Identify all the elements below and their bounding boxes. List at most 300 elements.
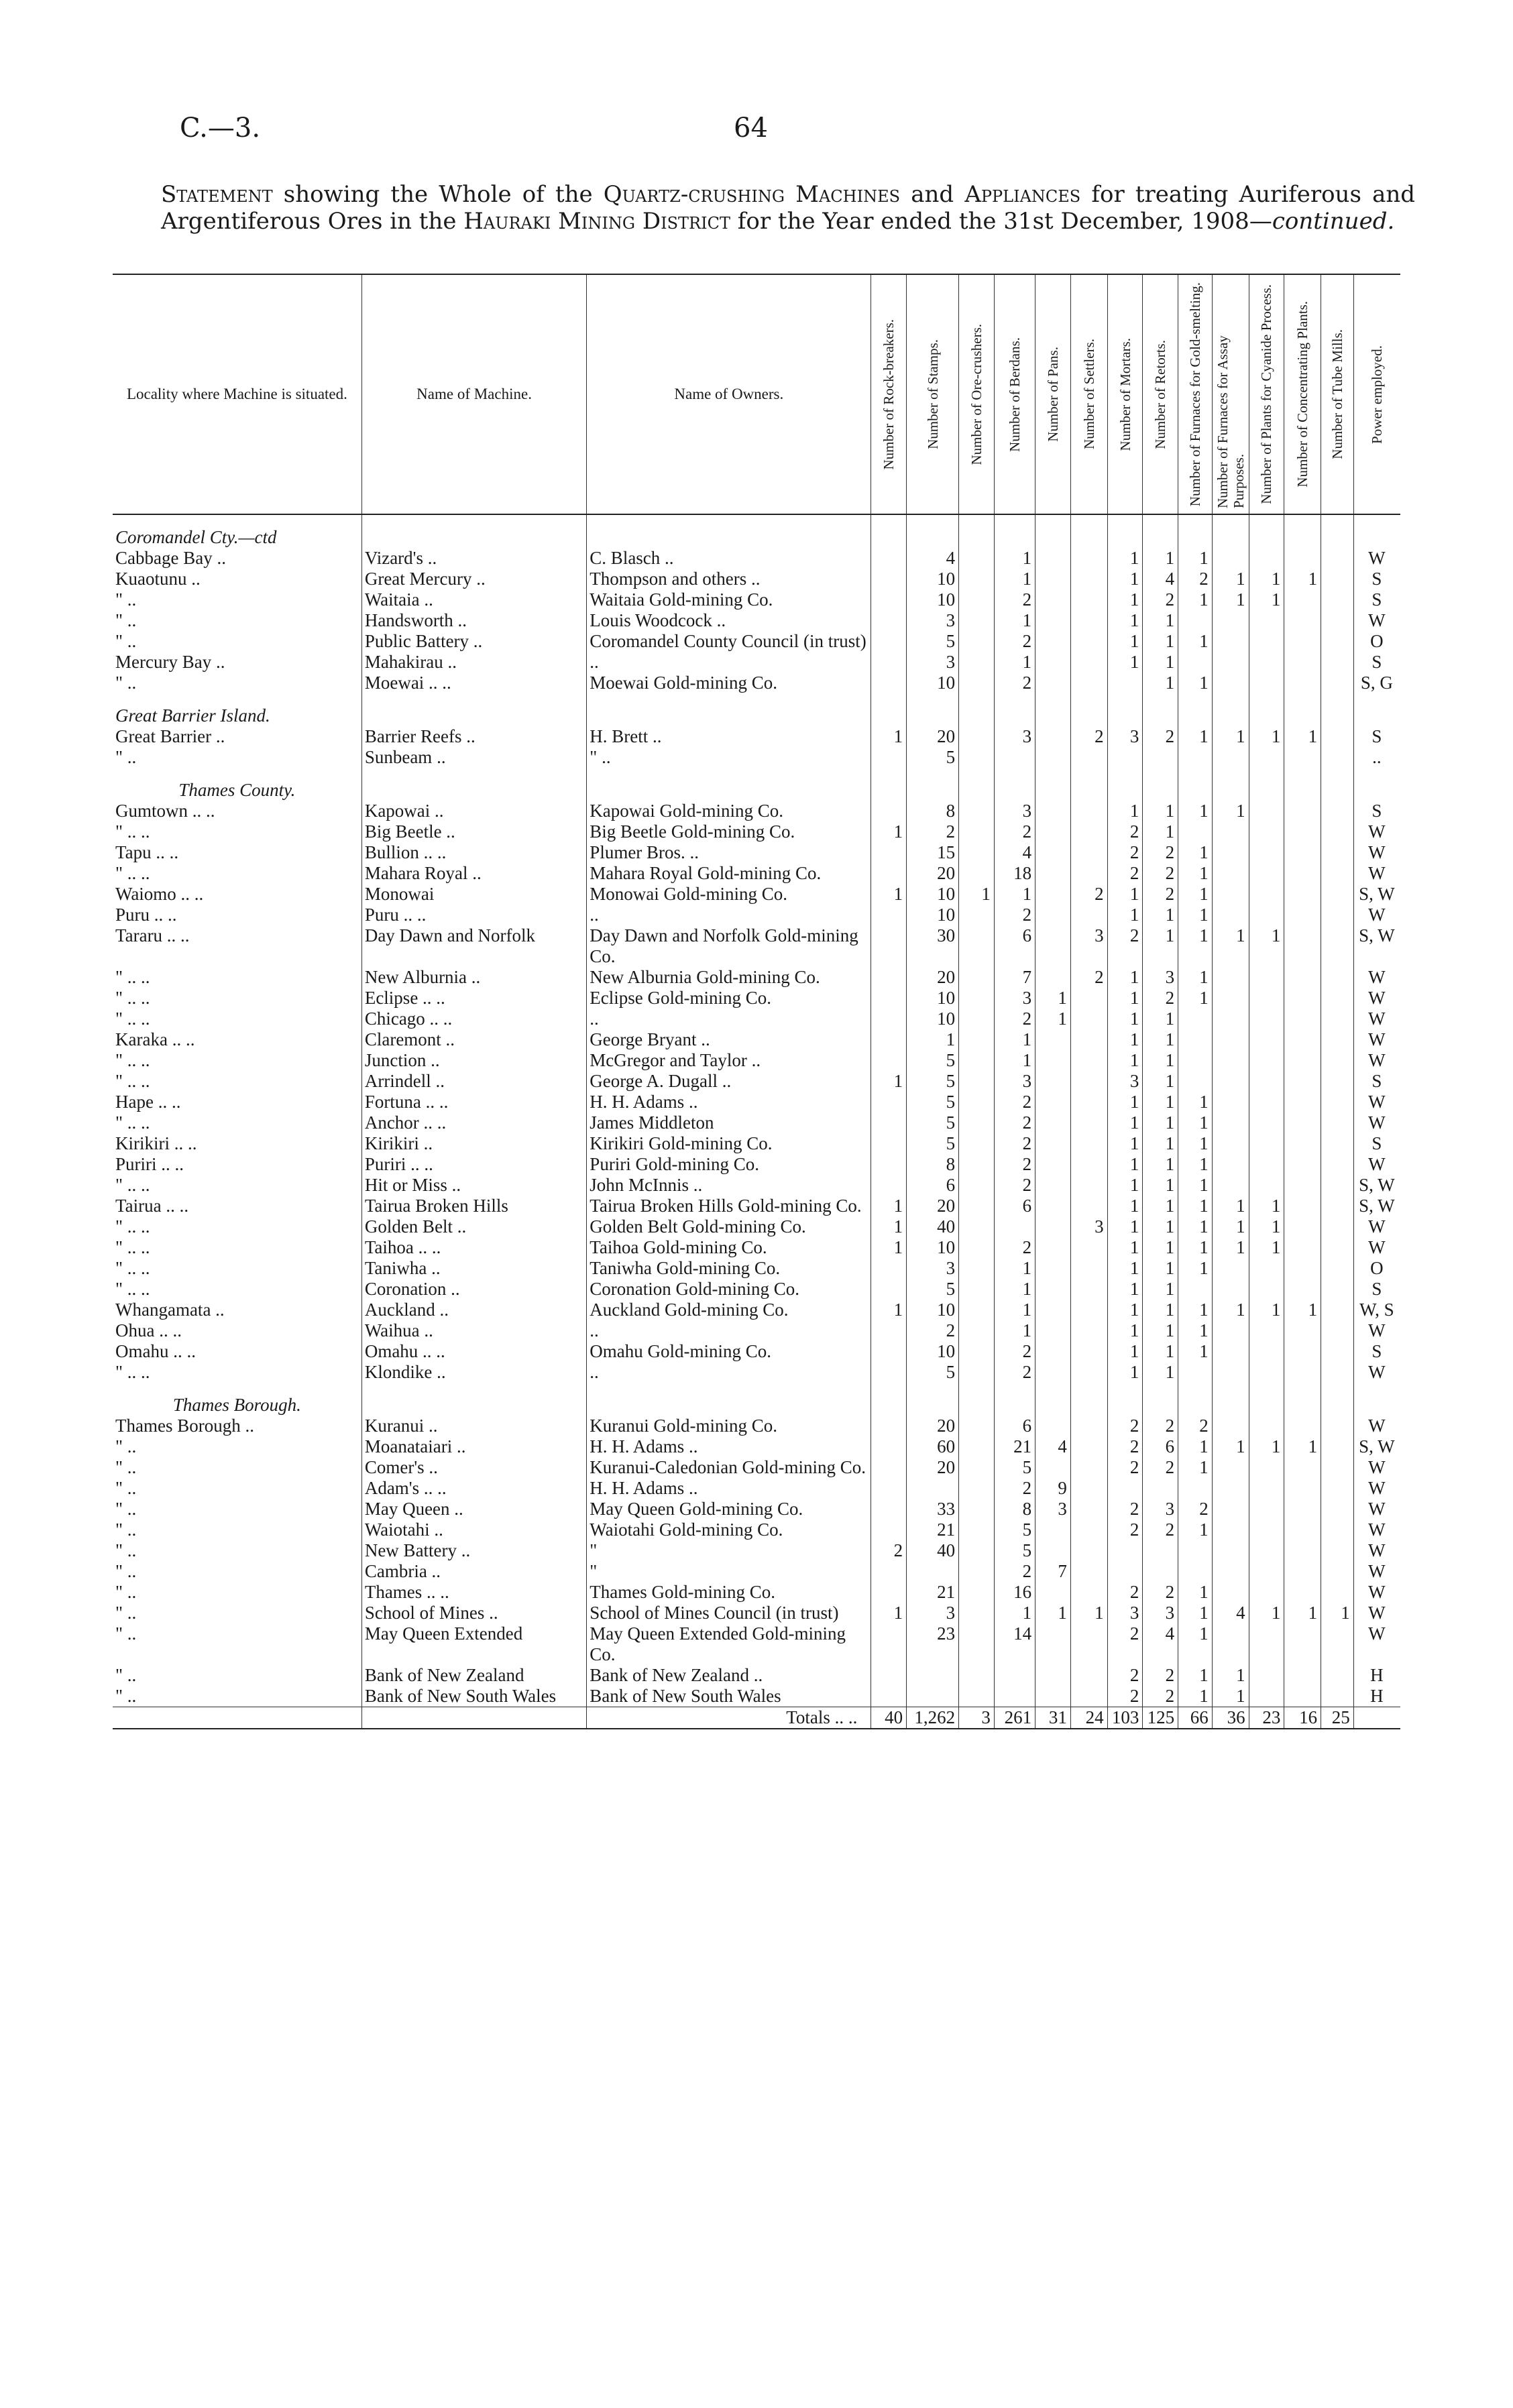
count-cell: 20 bbox=[907, 967, 959, 988]
count-cell bbox=[1284, 1071, 1321, 1092]
count-cell bbox=[1070, 1540, 1107, 1561]
count-cell: 1 bbox=[1143, 652, 1178, 673]
count-cell: 1 bbox=[1249, 569, 1284, 589]
table-cell bbox=[1249, 693, 1284, 726]
report-reference: C.—3. bbox=[180, 113, 261, 144]
count-cell bbox=[1035, 1520, 1071, 1540]
count-cell bbox=[1249, 1029, 1284, 1050]
locality-cell: " .. .. bbox=[115, 1362, 150, 1382]
count-cell bbox=[959, 1416, 995, 1436]
count-cell bbox=[1321, 673, 1354, 693]
locality-cell: " .. .. bbox=[115, 1071, 150, 1091]
count-cell bbox=[1212, 1071, 1249, 1092]
owner-cell: Puriri Gold-mining Co. bbox=[587, 1154, 871, 1175]
total-cell: 16 bbox=[1284, 1707, 1321, 1729]
owner-cell: James Middleton bbox=[587, 1112, 871, 1133]
count-cell bbox=[1035, 589, 1071, 610]
locality-cell: " .. bbox=[115, 1540, 137, 1560]
column-header-label: Number of Concentrating Plants. bbox=[1294, 301, 1311, 488]
count-cell bbox=[1070, 1623, 1107, 1665]
count-cell: 1 bbox=[907, 1029, 959, 1050]
count-cell bbox=[871, 673, 907, 693]
count-cell bbox=[1284, 925, 1321, 967]
count-cell: 1 bbox=[1178, 1237, 1213, 1258]
power-cell: W bbox=[1353, 1499, 1400, 1520]
count-cell bbox=[871, 589, 907, 610]
count-cell bbox=[1178, 1561, 1213, 1582]
count-cell bbox=[871, 842, 907, 863]
locality-cell: " .. bbox=[115, 1561, 137, 1581]
count-cell bbox=[1321, 610, 1354, 631]
machine-name-cell: Adam's .. .. bbox=[361, 1478, 586, 1499]
count-cell bbox=[871, 1320, 907, 1341]
count-cell bbox=[1321, 726, 1354, 747]
table-cell bbox=[1249, 1383, 1284, 1416]
count-cell bbox=[1284, 1196, 1321, 1216]
count-cell bbox=[1284, 1009, 1321, 1029]
count-cell bbox=[1178, 610, 1213, 631]
count-cell bbox=[1284, 1540, 1321, 1561]
machine-name-cell: Kuranui .. bbox=[361, 1416, 586, 1436]
count-cell: 2 bbox=[994, 589, 1035, 610]
owner-cell: Taniwha Gold-mining Co. bbox=[587, 1258, 871, 1279]
title-word: Quartz-crushing Machines bbox=[603, 181, 901, 208]
power-cell: W bbox=[1353, 863, 1400, 884]
count-cell bbox=[1321, 1499, 1354, 1520]
count-cell bbox=[1035, 1457, 1071, 1478]
machine-name-cell: Bullion .. .. bbox=[361, 842, 586, 863]
count-cell bbox=[1070, 905, 1107, 925]
column-header bbox=[994, 274, 1035, 514]
count-cell bbox=[1035, 1029, 1071, 1050]
count-cell bbox=[959, 1457, 995, 1478]
count-cell bbox=[1249, 1478, 1284, 1499]
count-cell: 1 bbox=[994, 1603, 1035, 1623]
count-cell bbox=[1321, 1237, 1354, 1258]
column-header-label: Number of Berdans. bbox=[1006, 337, 1023, 452]
count-cell: 1 bbox=[1143, 673, 1178, 693]
count-cell bbox=[994, 1665, 1035, 1686]
count-cell bbox=[1212, 1520, 1249, 1540]
count-cell: 1 bbox=[994, 548, 1035, 569]
count-cell: 1 bbox=[1143, 1258, 1178, 1279]
count-cell bbox=[959, 1175, 995, 1196]
count-cell: 3 bbox=[1107, 1071, 1143, 1092]
count-cell: 1 bbox=[1178, 1133, 1213, 1154]
count-cell bbox=[1321, 1665, 1354, 1686]
count-cell bbox=[959, 673, 995, 693]
table-row bbox=[113, 1478, 1400, 1499]
locality-cell: " .. .. bbox=[115, 1009, 150, 1029]
count-cell bbox=[1284, 1561, 1321, 1582]
count-cell bbox=[1284, 1237, 1321, 1258]
count-cell bbox=[1321, 1436, 1354, 1457]
machine-name-cell: Kapowai .. bbox=[361, 801, 586, 821]
table-cell bbox=[1353, 1707, 1400, 1729]
count-cell bbox=[1321, 905, 1354, 925]
count-cell bbox=[1070, 1300, 1107, 1320]
count-cell bbox=[1070, 1499, 1107, 1520]
count-cell: 4 bbox=[1212, 1603, 1249, 1623]
locality-cell: Puriri .. .. bbox=[115, 1154, 184, 1174]
count-cell bbox=[1212, 548, 1249, 569]
table-cell bbox=[361, 1707, 586, 1729]
count-cell: 2 bbox=[1107, 1686, 1143, 1707]
count-cell bbox=[1321, 988, 1354, 1009]
power-cell: S bbox=[1353, 726, 1400, 747]
count-cell bbox=[1321, 1009, 1354, 1029]
count-cell bbox=[959, 1665, 995, 1686]
count-cell bbox=[1249, 652, 1284, 673]
page-number: 64 bbox=[734, 113, 768, 144]
table-cell bbox=[1070, 1383, 1107, 1416]
count-cell bbox=[1321, 589, 1354, 610]
count-cell: 1 bbox=[1178, 801, 1213, 821]
column-header bbox=[871, 274, 907, 514]
locality-cell: " .. bbox=[115, 747, 137, 767]
count-cell bbox=[959, 747, 995, 768]
count-cell bbox=[1321, 863, 1354, 884]
count-cell: 3 bbox=[907, 610, 959, 631]
count-cell: 1 bbox=[1107, 801, 1143, 821]
table-cell bbox=[907, 514, 959, 548]
count-cell bbox=[1178, 1362, 1213, 1383]
count-cell bbox=[959, 1603, 995, 1623]
count-cell: 2 bbox=[994, 1009, 1035, 1029]
count-cell bbox=[871, 1112, 907, 1133]
count-cell bbox=[959, 967, 995, 988]
owner-cell: .. bbox=[587, 1320, 871, 1341]
count-cell bbox=[1321, 1478, 1354, 1499]
count-cell bbox=[1284, 1092, 1321, 1112]
count-cell: 1 bbox=[1178, 1216, 1213, 1237]
count-cell: 6 bbox=[994, 1196, 1035, 1216]
count-cell: 1 bbox=[994, 652, 1035, 673]
locality-cell: " .. .. bbox=[115, 1175, 150, 1195]
count-cell: 1 bbox=[1143, 1196, 1178, 1216]
table-cell bbox=[1212, 1383, 1249, 1416]
count-cell bbox=[1321, 1196, 1354, 1216]
locality-cell: Mercury Bay .. bbox=[115, 652, 225, 672]
count-cell: 1 bbox=[1178, 842, 1213, 863]
count-cell bbox=[1284, 842, 1321, 863]
count-cell: 1 bbox=[994, 569, 1035, 589]
count-cell: 1 bbox=[1143, 1133, 1178, 1154]
count-cell: 1 bbox=[1212, 1216, 1249, 1237]
count-cell: 1 bbox=[1178, 1112, 1213, 1133]
locality-cell: Gumtown .. .. bbox=[115, 801, 215, 821]
locality-cell: " .. .. bbox=[115, 1237, 150, 1257]
owner-cell: Bank of New Zealand .. bbox=[587, 1665, 871, 1686]
column-header bbox=[1353, 274, 1400, 514]
count-cell bbox=[1321, 1279, 1354, 1300]
count-cell bbox=[1249, 673, 1284, 693]
count-cell: 1 bbox=[1143, 1320, 1178, 1341]
power-cell: S bbox=[1353, 801, 1400, 821]
count-cell bbox=[1070, 1665, 1107, 1686]
count-cell bbox=[1035, 1540, 1071, 1561]
count-cell bbox=[1070, 1237, 1107, 1258]
table-row bbox=[113, 1341, 1400, 1362]
count-cell: 10 bbox=[907, 1300, 959, 1320]
count-cell bbox=[959, 1582, 995, 1603]
count-cell bbox=[907, 1665, 959, 1686]
power-cell: H bbox=[1353, 1686, 1400, 1707]
count-cell: 1 bbox=[994, 884, 1035, 905]
count-cell bbox=[1249, 884, 1284, 905]
count-cell bbox=[871, 1561, 907, 1582]
count-cell bbox=[1035, 842, 1071, 863]
locality-cell: " .. bbox=[115, 1457, 137, 1477]
count-cell: 4 bbox=[1143, 569, 1178, 589]
count-cell: 1 bbox=[1107, 988, 1143, 1009]
count-cell bbox=[1070, 1520, 1107, 1540]
count-cell: 2 bbox=[994, 1133, 1035, 1154]
count-cell: 1 bbox=[994, 1050, 1035, 1071]
count-cell bbox=[1035, 1237, 1071, 1258]
count-cell bbox=[1249, 747, 1284, 768]
owner-cell: Taihoa Gold-mining Co. bbox=[587, 1237, 871, 1258]
count-cell: 7 bbox=[994, 967, 1035, 988]
count-cell: 1 bbox=[1178, 1258, 1213, 1279]
table-cell bbox=[1035, 1383, 1071, 1416]
count-cell: 2 bbox=[1107, 1520, 1143, 1540]
table-row bbox=[113, 569, 1400, 589]
owner-cell: McGregor and Taylor .. bbox=[587, 1050, 871, 1071]
count-cell bbox=[1212, 1623, 1249, 1665]
table-row bbox=[113, 925, 1400, 967]
count-cell bbox=[1284, 610, 1321, 631]
count-cell: 1 bbox=[1107, 1009, 1143, 1029]
count-cell bbox=[1284, 1175, 1321, 1196]
count-cell: 1 bbox=[871, 1237, 907, 1258]
count-cell bbox=[1070, 1582, 1107, 1603]
power-cell: S bbox=[1353, 652, 1400, 673]
power-cell: S bbox=[1353, 1133, 1400, 1154]
count-cell bbox=[1212, 988, 1249, 1009]
machine-name-cell: Arrindell .. bbox=[361, 1071, 586, 1092]
count-cell bbox=[1070, 652, 1107, 673]
count-cell bbox=[959, 1071, 995, 1092]
count-cell bbox=[1321, 569, 1354, 589]
count-cell bbox=[871, 1175, 907, 1196]
table-row bbox=[113, 842, 1400, 863]
count-cell bbox=[871, 801, 907, 821]
count-cell bbox=[1035, 863, 1071, 884]
table-row bbox=[113, 631, 1400, 652]
count-cell bbox=[871, 569, 907, 589]
count-cell: 6 bbox=[994, 925, 1035, 967]
power-cell: W bbox=[1353, 1362, 1400, 1383]
count-cell bbox=[1035, 905, 1071, 925]
column-header bbox=[1070, 274, 1107, 514]
count-cell bbox=[871, 1686, 907, 1707]
count-cell bbox=[1070, 1279, 1107, 1300]
count-cell bbox=[1284, 801, 1321, 821]
count-cell: 4 bbox=[994, 842, 1035, 863]
count-cell bbox=[1070, 1436, 1107, 1457]
count-cell: 15 bbox=[907, 842, 959, 863]
owner-cell: Kirikiri Gold-mining Co. bbox=[587, 1133, 871, 1154]
count-cell bbox=[959, 821, 995, 842]
count-cell: 1 bbox=[1284, 1300, 1321, 1320]
count-cell: 3 bbox=[994, 726, 1035, 747]
count-cell bbox=[1284, 967, 1321, 988]
locality-cell: Kirikiri .. .. bbox=[115, 1133, 197, 1153]
machine-name-cell: Omahu .. .. bbox=[361, 1341, 586, 1362]
count-cell bbox=[871, 652, 907, 673]
count-cell bbox=[871, 1133, 907, 1154]
table-row bbox=[113, 1300, 1400, 1320]
machine-name-cell: Golden Belt .. bbox=[361, 1216, 586, 1237]
count-cell bbox=[1070, 1029, 1107, 1050]
count-cell: 2 bbox=[1143, 884, 1178, 905]
count-cell: 1 bbox=[994, 1279, 1035, 1300]
count-cell bbox=[959, 1320, 995, 1341]
table-row bbox=[113, 1582, 1400, 1603]
count-cell: 1 bbox=[1107, 1112, 1143, 1133]
count-cell: 1 bbox=[1178, 1686, 1213, 1707]
count-cell bbox=[1035, 821, 1071, 842]
column-header-label: Number of Stamps. bbox=[924, 339, 941, 449]
count-cell: 1 bbox=[871, 1196, 907, 1216]
count-cell bbox=[1321, 884, 1354, 905]
count-cell: 1 bbox=[1212, 1300, 1249, 1320]
machine-name-cell: Great Mercury .. bbox=[361, 569, 586, 589]
table-row bbox=[113, 1258, 1400, 1279]
table-row bbox=[113, 1436, 1400, 1457]
count-cell: 5 bbox=[907, 1050, 959, 1071]
table-cell bbox=[1212, 768, 1249, 801]
locality-cell: Tairua .. .. bbox=[115, 1196, 189, 1216]
table-row bbox=[113, 1279, 1400, 1300]
count-cell bbox=[1321, 967, 1354, 988]
count-cell: 1 bbox=[1249, 589, 1284, 610]
count-cell bbox=[959, 1341, 995, 1362]
title-text: for treating Auriferous and Argentiferous Ores in the bbox=[161, 181, 1415, 235]
count-cell bbox=[1178, 652, 1213, 673]
table-cell bbox=[1284, 693, 1321, 726]
owner-cell: H. H. Adams .. bbox=[587, 1436, 871, 1457]
count-cell: 2 bbox=[1143, 842, 1178, 863]
table-row bbox=[113, 1362, 1400, 1383]
count-cell: 2 bbox=[907, 821, 959, 842]
section-row bbox=[113, 514, 1400, 548]
count-cell bbox=[994, 1686, 1035, 1707]
count-cell bbox=[1249, 610, 1284, 631]
count-cell: 5 bbox=[907, 1279, 959, 1300]
column-header bbox=[1212, 274, 1249, 514]
count-cell: 1 bbox=[1212, 1196, 1249, 1216]
count-cell bbox=[1284, 1665, 1321, 1686]
count-cell bbox=[959, 988, 995, 1009]
count-cell: 1 bbox=[959, 884, 995, 905]
locality-cell: " .. .. bbox=[115, 1050, 150, 1070]
locality-cell: Karaka .. .. bbox=[115, 1029, 195, 1049]
count-cell: 21 bbox=[994, 1436, 1035, 1457]
column-header-label: Number of Retorts. bbox=[1152, 339, 1169, 449]
count-cell bbox=[1212, 905, 1249, 925]
column-header-label: Number of Settlers. bbox=[1080, 339, 1097, 450]
count-cell: 1 bbox=[1143, 925, 1178, 967]
count-cell bbox=[959, 1520, 995, 1540]
count-cell: 10 bbox=[907, 884, 959, 905]
locality-cell: " .. bbox=[115, 1478, 137, 1498]
table-cell bbox=[1143, 1383, 1178, 1416]
count-cell: 2 bbox=[1178, 1499, 1213, 1520]
count-cell: 10 bbox=[907, 589, 959, 610]
count-cell bbox=[959, 1216, 995, 1237]
count-cell bbox=[1284, 747, 1321, 768]
count-cell: 1 bbox=[994, 1300, 1035, 1320]
count-cell: 1 bbox=[1143, 631, 1178, 652]
count-cell: 1 bbox=[1143, 821, 1178, 842]
count-cell: 6 bbox=[994, 1416, 1035, 1436]
table-cell bbox=[1249, 768, 1284, 801]
count-cell bbox=[959, 569, 995, 589]
owner-cell: Eclipse Gold-mining Co. bbox=[587, 988, 871, 1009]
count-cell: 1 bbox=[1143, 905, 1178, 925]
table-cell bbox=[1284, 514, 1321, 548]
count-cell bbox=[1284, 905, 1321, 925]
power-cell: S, G bbox=[1353, 673, 1400, 693]
table-row bbox=[113, 673, 1400, 693]
column-header bbox=[1107, 274, 1143, 514]
count-cell: 1 bbox=[1178, 1196, 1213, 1216]
power-cell: W bbox=[1353, 1154, 1400, 1175]
count-cell: 1 bbox=[1107, 1133, 1143, 1154]
count-cell: 1 bbox=[1178, 925, 1213, 967]
locality-cell: Kuaotunu .. bbox=[115, 569, 201, 589]
count-cell bbox=[1035, 726, 1071, 747]
count-cell bbox=[1070, 842, 1107, 863]
count-cell bbox=[871, 988, 907, 1009]
power-cell: W bbox=[1353, 1582, 1400, 1603]
column-header bbox=[1249, 274, 1284, 514]
section-heading: Coromandel Cty.—ctd bbox=[115, 527, 277, 547]
count-cell bbox=[871, 1341, 907, 1362]
count-cell bbox=[1070, 801, 1107, 821]
count-cell bbox=[1212, 1154, 1249, 1175]
title-text: showing the Whole of the bbox=[272, 181, 604, 208]
machine-name-cell: Hit or Miss .. bbox=[361, 1175, 586, 1196]
count-cell bbox=[1249, 1457, 1284, 1478]
count-cell: 2 bbox=[1143, 988, 1178, 1009]
machine-name-cell: Anchor .. .. bbox=[361, 1112, 586, 1133]
count-cell bbox=[1035, 1582, 1071, 1603]
count-cell: 1 bbox=[1178, 1175, 1213, 1196]
count-cell: 1 bbox=[1212, 1237, 1249, 1258]
count-cell bbox=[1284, 884, 1321, 905]
count-cell: 1 bbox=[871, 1603, 907, 1623]
count-cell bbox=[1212, 863, 1249, 884]
count-cell bbox=[1212, 967, 1249, 988]
count-cell bbox=[1249, 1582, 1284, 1603]
count-cell: 5 bbox=[994, 1540, 1035, 1561]
power-cell: W bbox=[1353, 1520, 1400, 1540]
count-cell bbox=[959, 925, 995, 967]
count-cell: 3 bbox=[1035, 1499, 1071, 1520]
power-cell: W bbox=[1353, 821, 1400, 842]
locality-cell: " .. .. bbox=[115, 988, 150, 1008]
count-cell bbox=[871, 1416, 907, 1436]
count-cell bbox=[1070, 1686, 1107, 1707]
count-cell bbox=[1321, 631, 1354, 652]
count-cell: 10 bbox=[907, 1341, 959, 1362]
count-cell bbox=[871, 1279, 907, 1300]
count-cell bbox=[1212, 673, 1249, 693]
column-header-label: Power employed. bbox=[1369, 345, 1386, 444]
